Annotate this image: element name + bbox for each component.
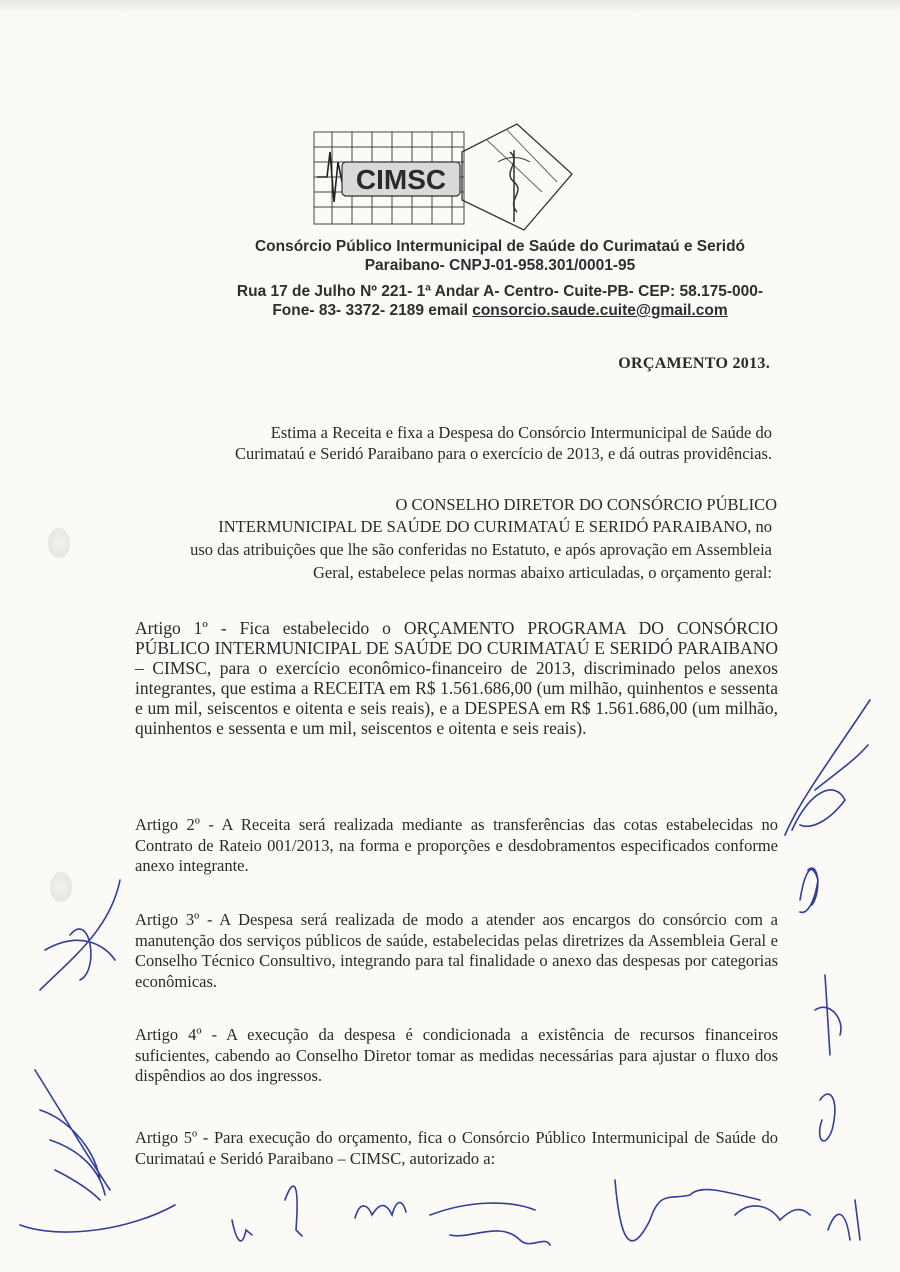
rubric-right-2 [800,868,818,912]
signature-1 [232,1220,252,1241]
article-5: Artigo 5º - Para execução do orçamento, fica o Consórcio Público Intermunicipal de Saúde do Curimataú e Seridó Paraibano – CIMSC, autorizado a: [135,1128,778,1168]
address-line: Rua 17 de Julho Nº 221- 1ª Andar A- Centro- Cuite-PB- CEP: 58.175-000- [236,283,764,300]
preamble-line2: INTERMUNICIPAL DE SAÚDE DO CURIMATAÚ E SERIDÓ PARAIBANO, no [218,517,772,536]
summary-line1: Estima a Receita e fixa a Despesa do Consórcio Intermunicipal de Saúde do [270,423,772,442]
article-3: Artigo 3º - A Despesa será realizada de modo a atender aos encargos do consórcio com a manutenção dos serviços públicos de saúde, estabelecidas pelas diretrizes da Assembleia Geral e Conselho Técnico Consultivo, integrando para tal finalidade o anexo das despesas por categorias econômicas. [135,910,778,991]
signature-5 [615,1180,760,1241]
scan-edge [0,0,900,14]
rubric-left-3 [20,1205,175,1232]
cimsc-logo [312,122,574,234]
signature-3 [355,1203,406,1218]
rubric-right-3 [815,975,841,1055]
article-2: Artigo 2º - A Receita será realizada mediante as transferências das cotas estabelecidas no Contrato de Rateio 001/2013, na forma e proporções e desdobramentos especificados conforme anexo integrante. [135,815,778,875]
preamble-line4: Geral, estabelece pelas normas abaixo articuladas, o orçamento geral: [312,563,772,582]
email-link[interactable]: consorcio.saude.cuite@gmail.com [472,302,728,319]
article-4: Artigo 4º - A execução da despesa é condicionada a existência de recursos financeiros suficientes, cabendo ao Conselho Diretor tomar as medidas necessárias para ajustar o fluxo dos dispêndios ao dos ingressos. [135,1025,778,1085]
summary-line2: Curimataú e Seridó Paraibano para o exercício de 2013, e dá outras providências. [235,444,772,463]
phone-text: Fone- 83- 3372- 2189 email [272,302,468,319]
document-title: ORÇAMENTO 2013. [618,355,770,372]
preamble-line1: O CONSELHO DIRETOR DO CONSÓRCIO PÚBLICO [395,495,777,514]
signature-7 [828,1200,860,1240]
signature-2 [285,1186,302,1236]
punch-hole-bottom [50,872,72,902]
logo-text: CIMSC [355,164,447,195]
contact-line [120,301,880,321]
signature-6 [735,1206,810,1220]
rubric-right-4 [820,1094,835,1141]
article-1: Artigo 1º - Fica estabelecido o ORÇAMENTO PROGRAMA DO CONSÓRCIO PÚBLICO INTERMUNICIPAL DE SAÚDE DO CURIMATAÚ E SERIDÓ PARAIBANO – CIMSC, para o exercício econômico-financeiro de 2013, discriminado pelos anexos integrantes, que estima a RECEITA em R$ 1.561.686,00 (um milhão, quinhentos e sessenta e um mil, seiscentos e oitenta e seis reais), e a DESPESA em R$ 1.561.686,00 (um milhão, quinhentos e sessenta e um mil, seiscentos e oitenta e seis reais). [135,618,778,738]
punch-hole-top [48,528,70,558]
org-name-line2: Paraibano- CNPJ-01-958.301/0001-95 [364,257,636,274]
rubric-right-1 [785,700,870,835]
rubric-left-2 [35,1070,110,1200]
signature-4 [430,1203,550,1245]
org-name-line1: Consórcio Público Intermunicipal de Saúde do Curimataú e Seridó [254,238,746,255]
preamble-line3: uso das atribuições que lhe são conferidas no Estatuto, e após aprovação em Assembleia [190,540,772,559]
